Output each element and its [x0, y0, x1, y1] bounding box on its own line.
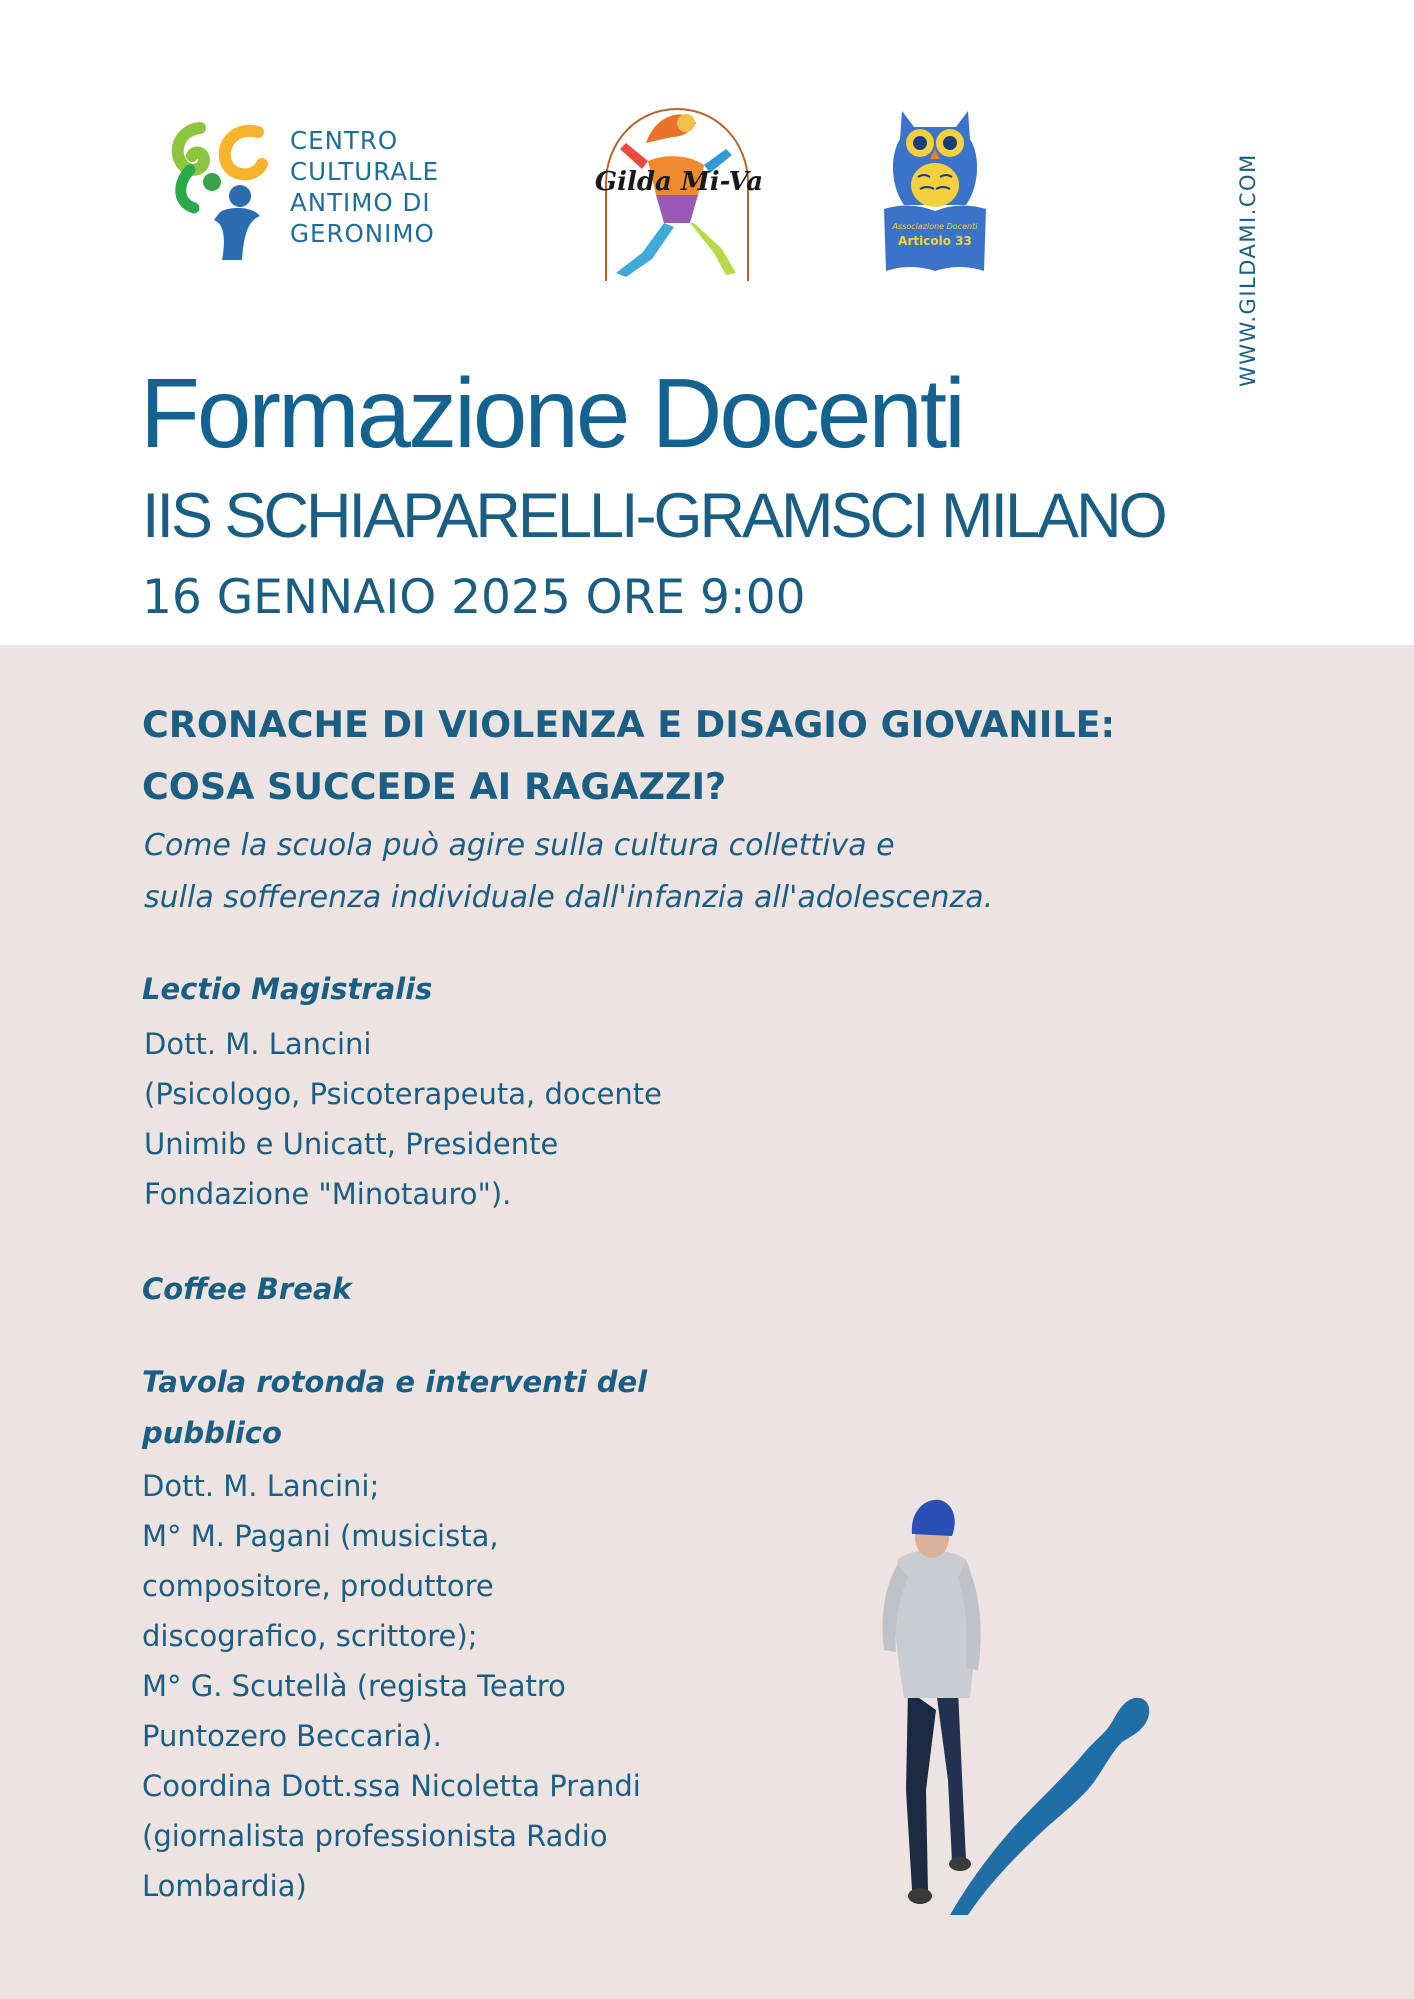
centro-line-4: GERONIMO	[290, 219, 435, 248]
tavola-line-5: M° G. Scutellà (regista Teatro	[142, 1669, 566, 1703]
tavola-line-2: M° M. Pagani (musicista,	[142, 1519, 499, 1553]
person-leg-left	[906, 1690, 936, 1892]
lectio-line-3: Unimib e Unicatt, Presidente	[144, 1127, 559, 1161]
gilda-miva-logo	[586, 103, 768, 281]
event-heading	[142, 694, 1115, 818]
person-beanie	[912, 1500, 955, 1536]
event-intro	[144, 820, 993, 924]
page-title: Formazione Docenti	[140, 358, 963, 468]
centro-line-2: CULTURALE	[290, 157, 440, 186]
lectio-title: Lectio Magistralis	[142, 972, 433, 1006]
centro-line-1: CENTRO	[290, 126, 399, 155]
tavola-line-4: discografico, scrittore);	[142, 1619, 478, 1653]
person-shoe-left	[908, 1888, 932, 1904]
intro-line-2: sulla sofferenza individuale dall'infanzia all'adolescenza.	[144, 880, 994, 915]
centro-culturale-emblem-icon	[170, 120, 285, 262]
associazione-docenti-logo	[880, 105, 990, 277]
tavola-title-line-1: Tavola rotonda e interventi del	[142, 1365, 648, 1399]
tavola-line-1: Dott. M. Lancini;	[142, 1469, 380, 1503]
owl-logo-line-1: Associazione Docenti	[892, 222, 978, 231]
tavola-details	[142, 1461, 641, 1911]
tavola-line-9: Lombardia)	[142, 1869, 307, 1903]
tavola-line-8: (giornalista professionista Radio	[142, 1819, 608, 1853]
intro-line-1: Come la scuola può agire sulla cultura collettiva e	[144, 828, 895, 863]
lectio-line-2: (Psicologo, Psicoterapeuta, docente	[144, 1077, 663, 1111]
walking-person-illustration	[850, 1490, 1210, 1930]
tavola-line-7: Coordina Dott.ssa Nicoletta Prandi	[142, 1769, 641, 1803]
tavola-title-line-2: pubblico	[142, 1416, 282, 1450]
heading-line-2: COSA SUCCEDE AI RAGAZZI?	[142, 765, 727, 808]
tavola-line-6: Puntozero Beccaria).	[142, 1719, 442, 1753]
gilda-logo-text: Gilda Mi-Va	[594, 167, 764, 197]
centro-culturale-logo	[170, 120, 490, 265]
coffee-break-title: Coffee Break	[142, 1272, 352, 1306]
event-date: 16 GENNAIO 2025 ORE 9:00	[142, 570, 806, 625]
lectio-details	[144, 1019, 662, 1219]
heading-line-1: CRONACHE DI VIOLENZA E DISAGIO GIOVANILE:	[142, 703, 1116, 746]
owl-logo-line-2: Articolo 33	[898, 234, 972, 248]
person-leg-right	[936, 1690, 966, 1862]
venue-subtitle: IIS SCHIAPARELLI-GRAMSCI MILANO	[142, 481, 1165, 551]
tavola-line-3: compositore, produttore	[142, 1569, 494, 1603]
shadow-shape	[950, 1698, 1149, 1915]
lectio-line-1: Dott. M. Lancini	[144, 1027, 372, 1061]
owl-on-book-icon	[880, 105, 990, 277]
person-shoe-right	[949, 1857, 971, 1871]
centro-line-3: ANTIMO DI	[290, 188, 431, 217]
tavola-title	[142, 1357, 647, 1459]
lectio-line-4: Fondazione "Minotauro").	[144, 1177, 512, 1211]
website-url: WWW.GILDAMI.COM	[1236, 153, 1260, 387]
